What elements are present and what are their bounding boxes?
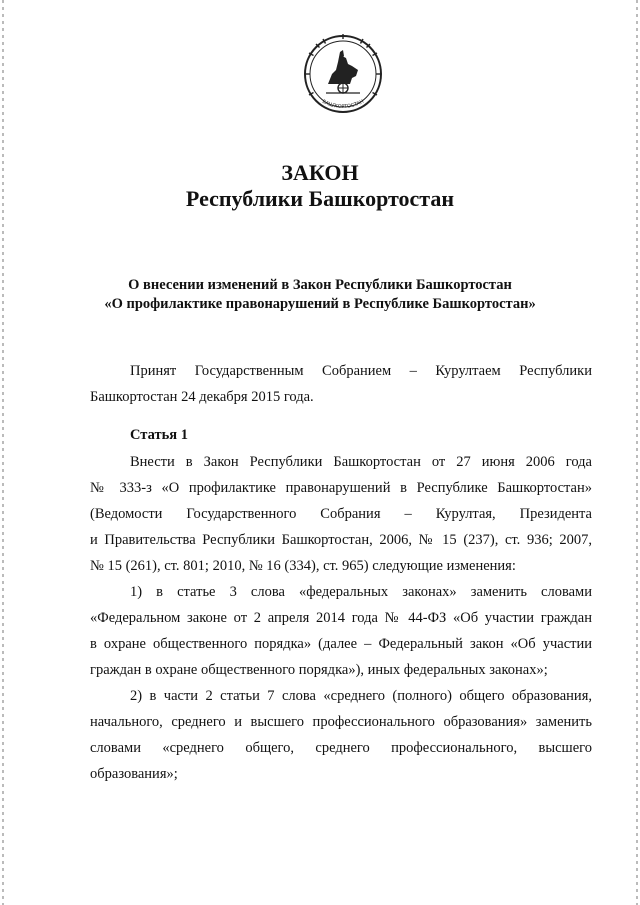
page-edge-right <box>636 0 638 905</box>
amendment-item-2 <box>90 683 592 787</box>
amendment-item-line: в охране общественного порядка» (далее – Федеральный закон «Об участии <box>90 636 592 652</box>
law-title-line-1: О внесении изменений в Закон Республики Башкортостан <box>128 277 512 293</box>
law-title-line-2: «О профилактике правонарушений в Республике Башкортостан» <box>104 296 536 312</box>
article-heading: Статья 1 <box>130 427 188 443</box>
amendment-item-line: 1) в статье 3 слова «федеральных законах» заменить словами <box>130 584 592 600</box>
amendment-item-line: образования»; <box>90 766 178 782</box>
adoption-line: Принят Государственным Собранием – Курултаем Республики <box>130 363 592 379</box>
adoption-paragraph <box>90 358 592 410</box>
adoption-line: Башкортостан 24 декабря 2015 года. <box>90 389 314 405</box>
article-intro-line: Внести в Закон Республики Башкортостан от 27 июня 2006 года <box>130 454 592 470</box>
amendment-item-line: словами «среднего общего, среднего профессионального, высшего <box>90 740 592 756</box>
article-intro-line: № 333-з «О профилактике правонарушений в Республике Башкортостан» <box>90 480 592 496</box>
document-type-heading: ЗАКОН <box>281 160 359 185</box>
amendment-item-line: 2) в части 2 статьи 7 слова «среднего (полного) общего образования, <box>130 688 592 704</box>
amendment-item-line: начального, среднего и высшего профессионального образования» заменить <box>90 714 592 730</box>
amendment-item-line: «Федеральном законе от 2 апреля 2014 года № 44-ФЗ «Об участии граждан <box>90 610 592 626</box>
page-edge-left <box>2 0 4 905</box>
article-intro-paragraph <box>90 449 592 579</box>
amendment-item-1 <box>90 579 592 683</box>
amendment-item-line: граждан в охране общественного порядка»), иных федеральных законах»; <box>90 662 548 678</box>
bashkortostan-coat-of-arms-icon <box>302 30 384 122</box>
document-issuer-heading: Республики Башкортостан <box>185 186 455 211</box>
article-intro-line: № 15 (261), ст. 801; 2010, № 16 (334), ст. 965) следующие изменения: <box>90 558 516 574</box>
article-intro-line: и Правительства Республики Башкортостан, 2006, № 15 (237), ст. 936; 2007, <box>90 532 592 548</box>
article-intro-line: (Ведомости Государственного Собрания – Курултая, Президента <box>90 506 592 522</box>
svg-text:БАШҠОРТОСТАН: БАШҠОРТОСТАН <box>321 98 365 111</box>
